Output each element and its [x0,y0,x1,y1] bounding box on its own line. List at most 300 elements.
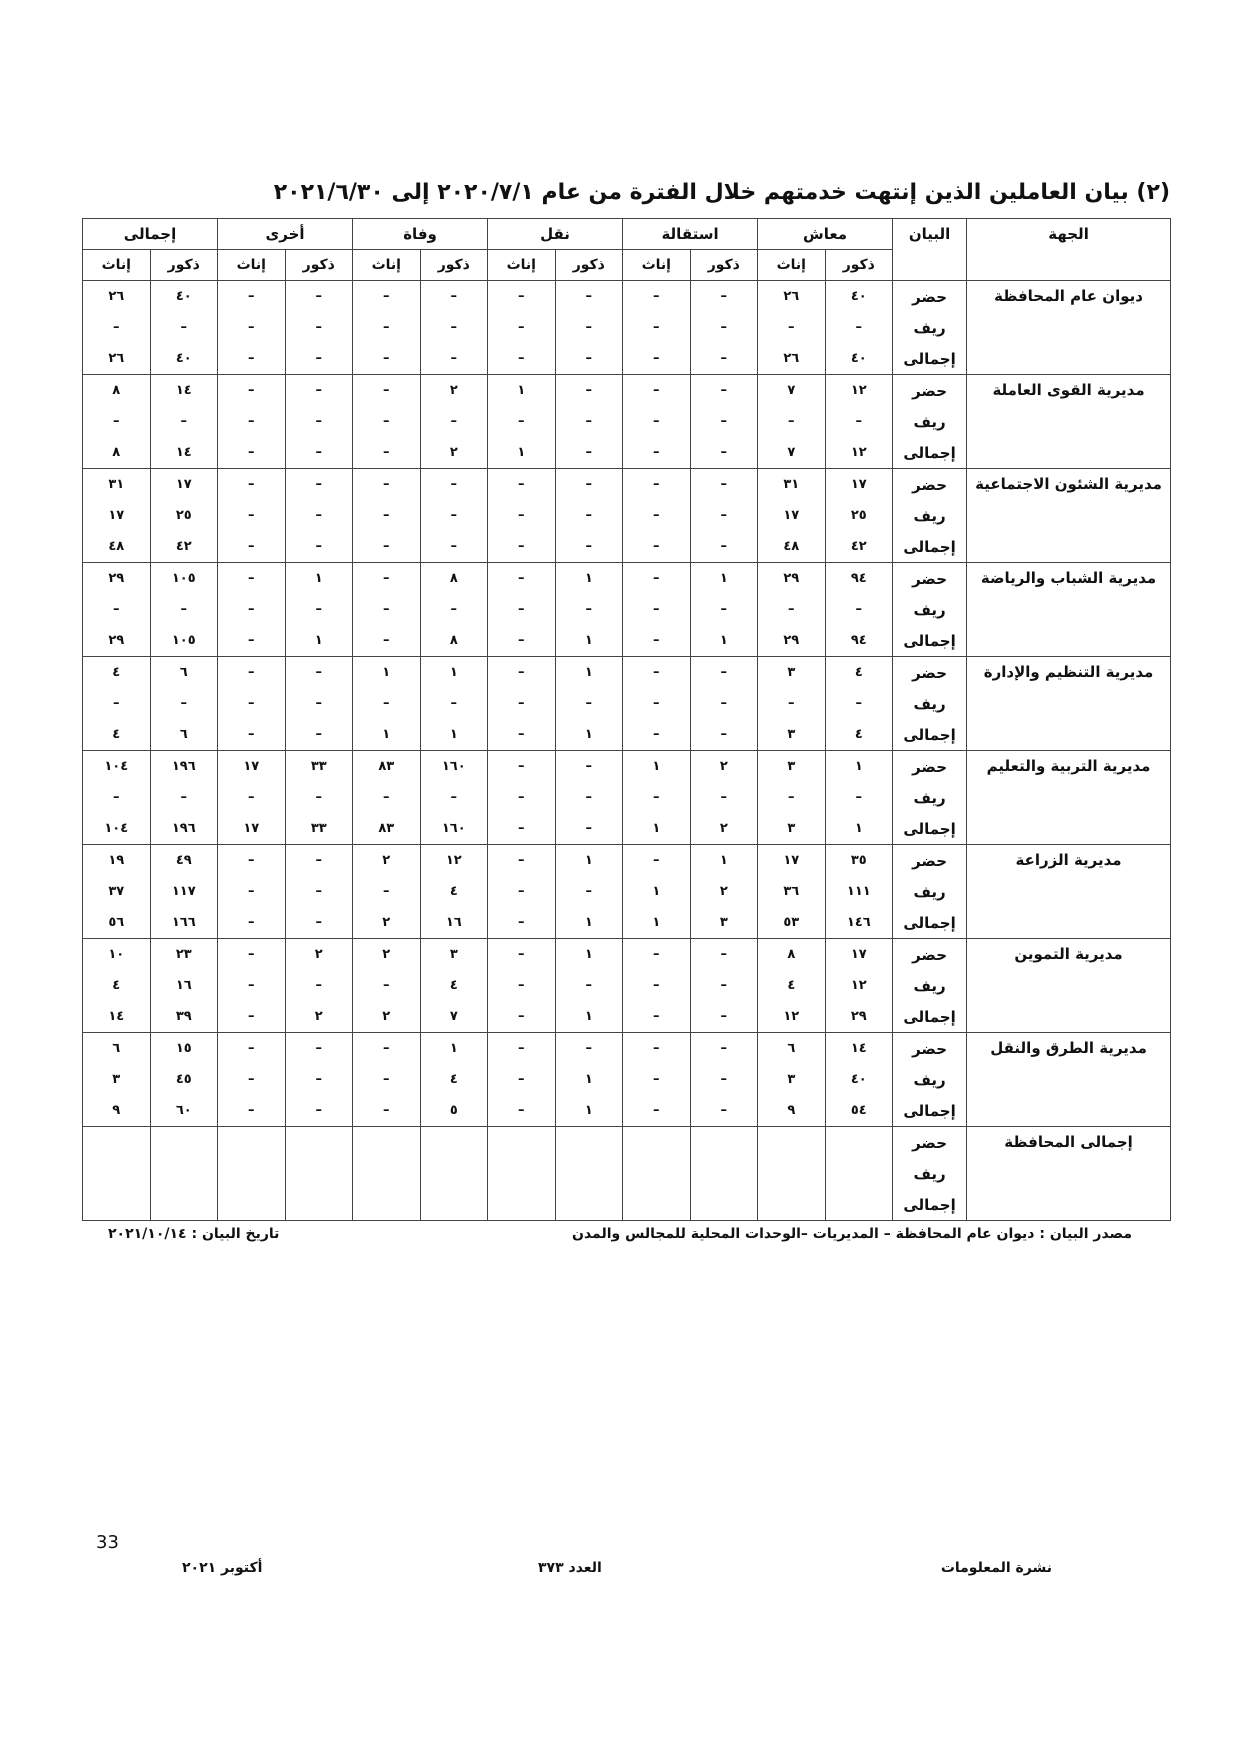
table-cell: ١٢ [825,375,893,407]
table-cell: – [555,500,623,531]
table-cell: ٢٩ [758,625,826,657]
table-cell [758,1127,826,1159]
table-cell: – [150,688,218,719]
table-cell: ٣٧ [83,876,151,907]
row-label: إجمالى [893,1001,967,1033]
table-cell: – [623,594,691,625]
table-row [83,751,1171,783]
table-cell: ٦٠ [150,1095,218,1127]
table-cell: – [285,500,353,531]
row-label: ريف [893,1158,967,1189]
table-cell: ٩٤ [825,563,893,595]
table-cell: ٣ [758,657,826,689]
table-cell: ٢ [690,813,758,845]
table-row [83,1127,1171,1159]
table-cell [758,1158,826,1189]
table-cell: – [758,688,826,719]
table-cell: – [623,531,691,563]
table-cell: – [218,1001,286,1033]
table-cell: – [218,1033,286,1065]
table-cell: – [420,688,488,719]
table-cell: ٣١ [83,469,151,501]
table-cell: ١٠ [83,939,151,971]
table-cell: – [488,1033,556,1065]
table-cell: ٧ [758,437,826,469]
table-cell: – [555,813,623,845]
table-cell: – [353,1064,421,1095]
table-cell: – [555,406,623,437]
table-cell: ٤ [420,970,488,1001]
table-cell: – [218,469,286,501]
row-label: حضر [893,657,967,689]
header-group-pension: معاش [758,219,893,250]
table-row [83,469,1171,501]
table-cell: ٦ [150,657,218,689]
table-cell: ١ [555,1001,623,1033]
row-label: إجمالى [893,531,967,563]
table-cell: ٢ [353,845,421,877]
table-cell: – [488,939,556,971]
table-cell: – [488,751,556,783]
header-group-transfer: نقل [488,219,623,250]
table-cell: ٨ [758,939,826,971]
table-cell [488,1127,556,1159]
table-cell: – [488,970,556,1001]
table-cell: ٧ [420,1001,488,1033]
table-cell: – [825,688,893,719]
table-cell: – [555,876,623,907]
table-cell [758,1189,826,1221]
table-cell: – [218,375,286,407]
table-cell: ١٦٠ [420,813,488,845]
table-cell: – [623,688,691,719]
table-cell: – [285,1033,353,1065]
table-cell [555,1189,623,1221]
table-cell: – [825,406,893,437]
table-cell: – [488,312,556,343]
table-cell: – [285,845,353,877]
table-cell: ١٧ [218,751,286,783]
table-cell: ٢ [285,939,353,971]
table-cell: ١٤ [150,437,218,469]
table-cell: ٢٦ [83,281,151,313]
table-cell: ١ [555,625,623,657]
table-cell: ١ [488,437,556,469]
header-statement: البيان [893,219,967,281]
table-cell: – [420,281,488,313]
header-male: ذكور [690,250,758,281]
table-cell: ٨ [420,563,488,595]
table-cell: – [758,782,826,813]
table-cell: ١ [623,813,691,845]
table-cell [150,1158,218,1189]
table-cell: – [488,500,556,531]
table-cell: ١٧ [218,813,286,845]
table-cell: – [488,719,556,751]
table-cell: ٤٠ [150,281,218,313]
table-cell: ٢٩ [83,563,151,595]
entity-name: مديرية التموين [967,939,1171,1033]
entity-name: مديرية الطرق والنقل [967,1033,1171,1127]
table-cell [285,1189,353,1221]
header-group-total: إجمالى [83,219,218,250]
table-cell: – [285,406,353,437]
header-group-other: أخرى [218,219,353,250]
table-cell: ٢ [690,751,758,783]
table-cell: ١٤ [825,1033,893,1065]
table-cell: ٤ [420,876,488,907]
table-cell: – [420,782,488,813]
table-cell: – [353,782,421,813]
table-cell: ٣٩ [150,1001,218,1033]
table-cell: ١٧ [758,500,826,531]
table-cell: ٢٣ [150,939,218,971]
table-cell: ١٠٤ [83,751,151,783]
table-cell: ١ [353,719,421,751]
table-cell: – [285,469,353,501]
table-cell: ١٩ [83,845,151,877]
table-cell: – [555,782,623,813]
table-cell [218,1158,286,1189]
table-row [83,281,1171,313]
row-label: حضر [893,939,967,971]
table-cell: – [218,688,286,719]
table-cell: ٨ [420,625,488,657]
table-cell: – [623,1064,691,1095]
table-cell: – [555,594,623,625]
table-cell: ٤٩ [150,845,218,877]
table-cell: ٣٥ [825,845,893,877]
table-cell: – [623,845,691,877]
table-cell: ١ [555,939,623,971]
table-cell [285,1127,353,1159]
table-cell [218,1127,286,1159]
header-female: إناث [83,250,151,281]
table-cell: ١ [555,1064,623,1095]
table-cell [420,1127,488,1159]
table-cell: ٧ [758,375,826,407]
table-cell: ١٦٠ [420,751,488,783]
table-cell: – [690,343,758,375]
table-cell: – [623,563,691,595]
table-cell: – [623,1033,691,1065]
table-cell: – [353,375,421,407]
table-cell: – [488,469,556,501]
header-male: ذكور [150,250,218,281]
table-cell: – [623,970,691,1001]
table-cell: – [353,500,421,531]
table-cell: ٦ [758,1033,826,1065]
table-cell: – [285,876,353,907]
table-row [83,845,1171,877]
table-cell [623,1189,691,1221]
table-cell: ١٠٥ [150,625,218,657]
table-row [83,375,1171,407]
table-cell: ٩٤ [825,625,893,657]
table-cell: ١ [555,845,623,877]
table-cell: ٤ [83,719,151,751]
table-cell [488,1189,556,1221]
table-cell: ١٢ [420,845,488,877]
table-cell: – [690,719,758,751]
table-cell [420,1158,488,1189]
table-cell: ٢ [285,1001,353,1033]
row-label: إجمالى [893,1095,967,1127]
table-cell: – [555,281,623,313]
table-cell: ١٦ [420,907,488,939]
entity-name: ديوان عام المحافظة [967,281,1171,375]
row-label: إجمالى [893,907,967,939]
table-cell: – [825,594,893,625]
table-cell: – [353,406,421,437]
table-cell: – [285,281,353,313]
table-cell: – [488,907,556,939]
table-cell: – [218,500,286,531]
table-cell: – [83,406,151,437]
table-cell: – [218,343,286,375]
table-cell: ٢ [353,939,421,971]
table-cell: ١١٧ [150,876,218,907]
table-cell: – [353,876,421,907]
table-cell: ٤٨ [758,531,826,563]
table-cell: – [488,1064,556,1095]
table-cell: ٨٣ [353,751,421,783]
table-cell: – [623,437,691,469]
table-cell: ٢ [353,907,421,939]
table-cell: – [353,437,421,469]
row-label: ريف [893,594,967,625]
table-cell: – [218,939,286,971]
table-cell: – [353,625,421,657]
entity-name: مديرية الشئون الاجتماعية [967,469,1171,563]
table-cell [623,1127,691,1159]
header-entity: الجهة [967,219,1171,281]
table-cell: ٦ [83,1033,151,1065]
table-cell [420,1189,488,1221]
table-cell: – [285,782,353,813]
table-cell: – [488,657,556,689]
table-cell: ٢ [353,1001,421,1033]
table-cell: – [353,312,421,343]
table-cell: – [623,657,691,689]
table-cell: – [488,406,556,437]
table-cell: ١ [690,563,758,595]
table-cell: – [150,406,218,437]
table-cell: – [690,657,758,689]
table-cell: ٢٩ [825,1001,893,1033]
table-cell: – [690,469,758,501]
table-cell: – [353,1095,421,1127]
table-cell [285,1158,353,1189]
table-cell: ٤٨ [83,531,151,563]
row-label: حضر [893,469,967,501]
table-cell: – [218,437,286,469]
table-cell: – [218,876,286,907]
table-cell: – [285,594,353,625]
table-cell [218,1189,286,1221]
table-cell: ١ [555,563,623,595]
table-cell [825,1127,893,1159]
table-cell: – [690,782,758,813]
table-cell [690,1189,758,1221]
table-cell: – [285,688,353,719]
row-label: حضر [893,845,967,877]
table-body [83,281,1171,1221]
table-cell: ٥٤ [825,1095,893,1127]
table-cell [353,1127,421,1159]
table-cell: ١٧ [758,845,826,877]
table-cell: ٢٩ [758,563,826,595]
table-cell: – [623,469,691,501]
table-cell: – [690,312,758,343]
table-cell: ١ [555,657,623,689]
table-cell: ٤ [83,657,151,689]
header-female: إناث [353,250,421,281]
terminations-table [82,218,1171,1221]
table-cell: – [488,1001,556,1033]
table-cell: ٤٠ [825,1064,893,1095]
table-cell [83,1189,151,1221]
table-cell: – [218,719,286,751]
table-cell: – [285,719,353,751]
header-male: ذكور [420,250,488,281]
table-cell: – [555,751,623,783]
table-cell: – [353,1033,421,1065]
table-cell: – [285,375,353,407]
table-cell: ٣ [83,1064,151,1095]
table-cell: – [150,594,218,625]
table-cell: ٣٣ [285,751,353,783]
page-number: 33 [96,1532,119,1553]
table-cell: – [488,688,556,719]
table-cell: – [218,406,286,437]
table-cell: ٢٥ [150,500,218,531]
table-cell: ١ [555,719,623,751]
row-label: ريف [893,688,967,719]
table-cell: – [690,500,758,531]
table-cell: – [690,281,758,313]
table-cell: – [285,312,353,343]
table-cell: – [150,312,218,343]
header-group-death: وفاة [353,219,488,250]
table-cell: ١ [420,1033,488,1065]
table-cell: ٤٢ [150,531,218,563]
table-cell: – [285,437,353,469]
table-cell: – [218,845,286,877]
header-female: إناث [218,250,286,281]
table-cell [83,1158,151,1189]
table-cell: ١٢ [825,970,893,1001]
table-cell: ١ [488,375,556,407]
table-cell: – [218,312,286,343]
entity-name: إجمالى المحافظة [967,1127,1171,1221]
table-cell: ١٢ [825,437,893,469]
table-cell: – [555,970,623,1001]
table-cell: – [488,876,556,907]
table-cell: ٢ [690,876,758,907]
table-cell [690,1158,758,1189]
entity-name: مديرية الزراعة [967,845,1171,939]
table-cell: ١٧ [825,469,893,501]
table-cell: – [555,531,623,563]
table-cell: – [488,531,556,563]
table-cell: ٤ [825,719,893,751]
table-cell: – [285,907,353,939]
table-cell: – [690,939,758,971]
table-cell: – [690,375,758,407]
footer-month: أكتوبر ٢٠٢١ [182,1560,263,1576]
table-cell: – [150,782,218,813]
table-cell: – [623,375,691,407]
table-cell: – [555,343,623,375]
table-cell: – [623,1095,691,1127]
table-cell: – [353,343,421,375]
table-cell: – [420,312,488,343]
table-cell: ١ [825,813,893,845]
table-cell: ١ [420,719,488,751]
table-cell: ٩ [758,1095,826,1127]
table-cell: ٦ [150,719,218,751]
table-cell: – [420,594,488,625]
table-cell: ١٤٦ [825,907,893,939]
table-cell: – [690,406,758,437]
table-cell: – [353,970,421,1001]
table-cell: – [690,970,758,1001]
table-cell: – [690,437,758,469]
table-cell: ٣ [758,813,826,845]
table-cell: ٣ [690,907,758,939]
table-cell: – [623,939,691,971]
table-cell: – [488,563,556,595]
table-cell: ٣ [420,939,488,971]
table-cell: – [218,281,286,313]
table-cell: – [285,657,353,689]
table-cell: – [218,907,286,939]
table-cell: – [623,343,691,375]
table-cell: ٣١ [758,469,826,501]
table-cell: ٨ [83,437,151,469]
table-cell [555,1127,623,1159]
table-cell: – [623,281,691,313]
table-cell: – [690,1064,758,1095]
table-cell: – [285,1095,353,1127]
table-cell: ٤ [825,657,893,689]
table-cell: – [690,531,758,563]
row-label: ريف [893,406,967,437]
table-cell: ٩ [83,1095,151,1127]
table-cell: – [218,1095,286,1127]
table-cell: ٣ [758,1064,826,1095]
table-cell: – [285,1064,353,1095]
row-label: إجمالى [893,1189,967,1221]
table-cell: – [218,563,286,595]
row-label: حضر [893,563,967,595]
table-cell: ٣ [758,719,826,751]
table-cell: – [285,970,353,1001]
table-cell: ٢٦ [758,281,826,313]
row-label: إجمالى [893,625,967,657]
table-cell: – [353,281,421,313]
table-cell: ٤٢ [825,531,893,563]
table-cell: ٥٦ [83,907,151,939]
table-cell: ١٧ [825,939,893,971]
table-cell: ١٠٥ [150,563,218,595]
table-cell: – [690,1001,758,1033]
table-cell: – [488,813,556,845]
table-cell: ٣٦ [758,876,826,907]
row-label: ريف [893,500,967,531]
table-cell [150,1127,218,1159]
